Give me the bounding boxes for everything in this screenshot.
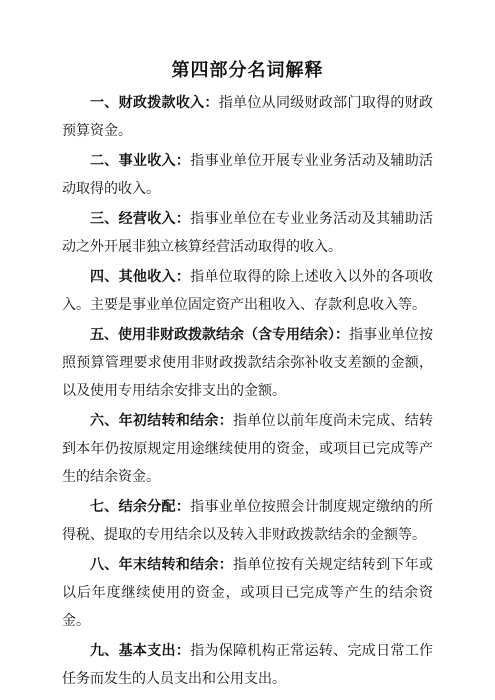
definition-entry-7 [62, 493, 433, 549]
definition-entry-2 [62, 147, 433, 203]
definition-entry-3 [62, 205, 433, 261]
definition-entry-8 [62, 551, 433, 635]
term-label: 四、其他收入： [90, 269, 191, 285]
definition-entry-1 [62, 89, 433, 145]
term-definition: 指事业单位开展专业业务活动及辅助活动取得的收入。 [62, 153, 434, 197]
term-label: 八、年末结转和结余： [90, 557, 234, 573]
term-definition: 指单位从同级财政部门取得的财政预算资金。 [62, 95, 434, 139]
definition-entry-6 [62, 407, 433, 491]
term-definition: 指单位取得的除上述收入以外的各项收入。主要是事业单位固定资产出租收入、存款利息收入等。 [62, 269, 434, 313]
term-definition: 指事业单位按照预算管理要求使用非财政拨款结余弥补收支差额的金额，以及使用专用结余安排支出的金额。 [62, 327, 433, 399]
definition-entry-9 [62, 637, 433, 693]
term-definition: 指单位以前年度尚未完成、结转到本年仍按原规定用途继续使用的资金，或项目已完成等产生的结余资金。 [62, 413, 434, 485]
definition-entry-5 [62, 321, 433, 405]
term-label: 二、事业收入： [90, 153, 191, 169]
term-definition: 指为保障机构正常运转、完成日常工作任务而发生的人员支出和公用支出。 [62, 643, 434, 687]
term-label: 六、年初结转和结余： [90, 413, 234, 429]
term-label: 七、结余分配： [90, 499, 191, 515]
term-label: 五、使用非财政拨款结余（含专用结余）： [90, 327, 349, 343]
term-label: 一、财政拨款收入： [90, 95, 219, 111]
definition-entry-4 [62, 263, 433, 319]
term-label: 九、基本支出： [90, 643, 191, 659]
term-definition: 指单位按有关规定结转到下年或以后年度继续使用的资金，或项目已完成等产生的结余资金。 [62, 557, 434, 629]
term-definition: 指事业单位在专业业务活动及其辅助活动之外开展非独立核算经营活动取得的收入。 [62, 211, 434, 255]
term-definition: 指事业单位按照会计制度规定缴纳的所得税、提取的专用结余以及转入非财政拨款结余的金额等。 [62, 499, 434, 543]
page-title: 第四部分名词解释 [171, 60, 324, 81]
term-label: 三、经营收入： [90, 211, 191, 227]
